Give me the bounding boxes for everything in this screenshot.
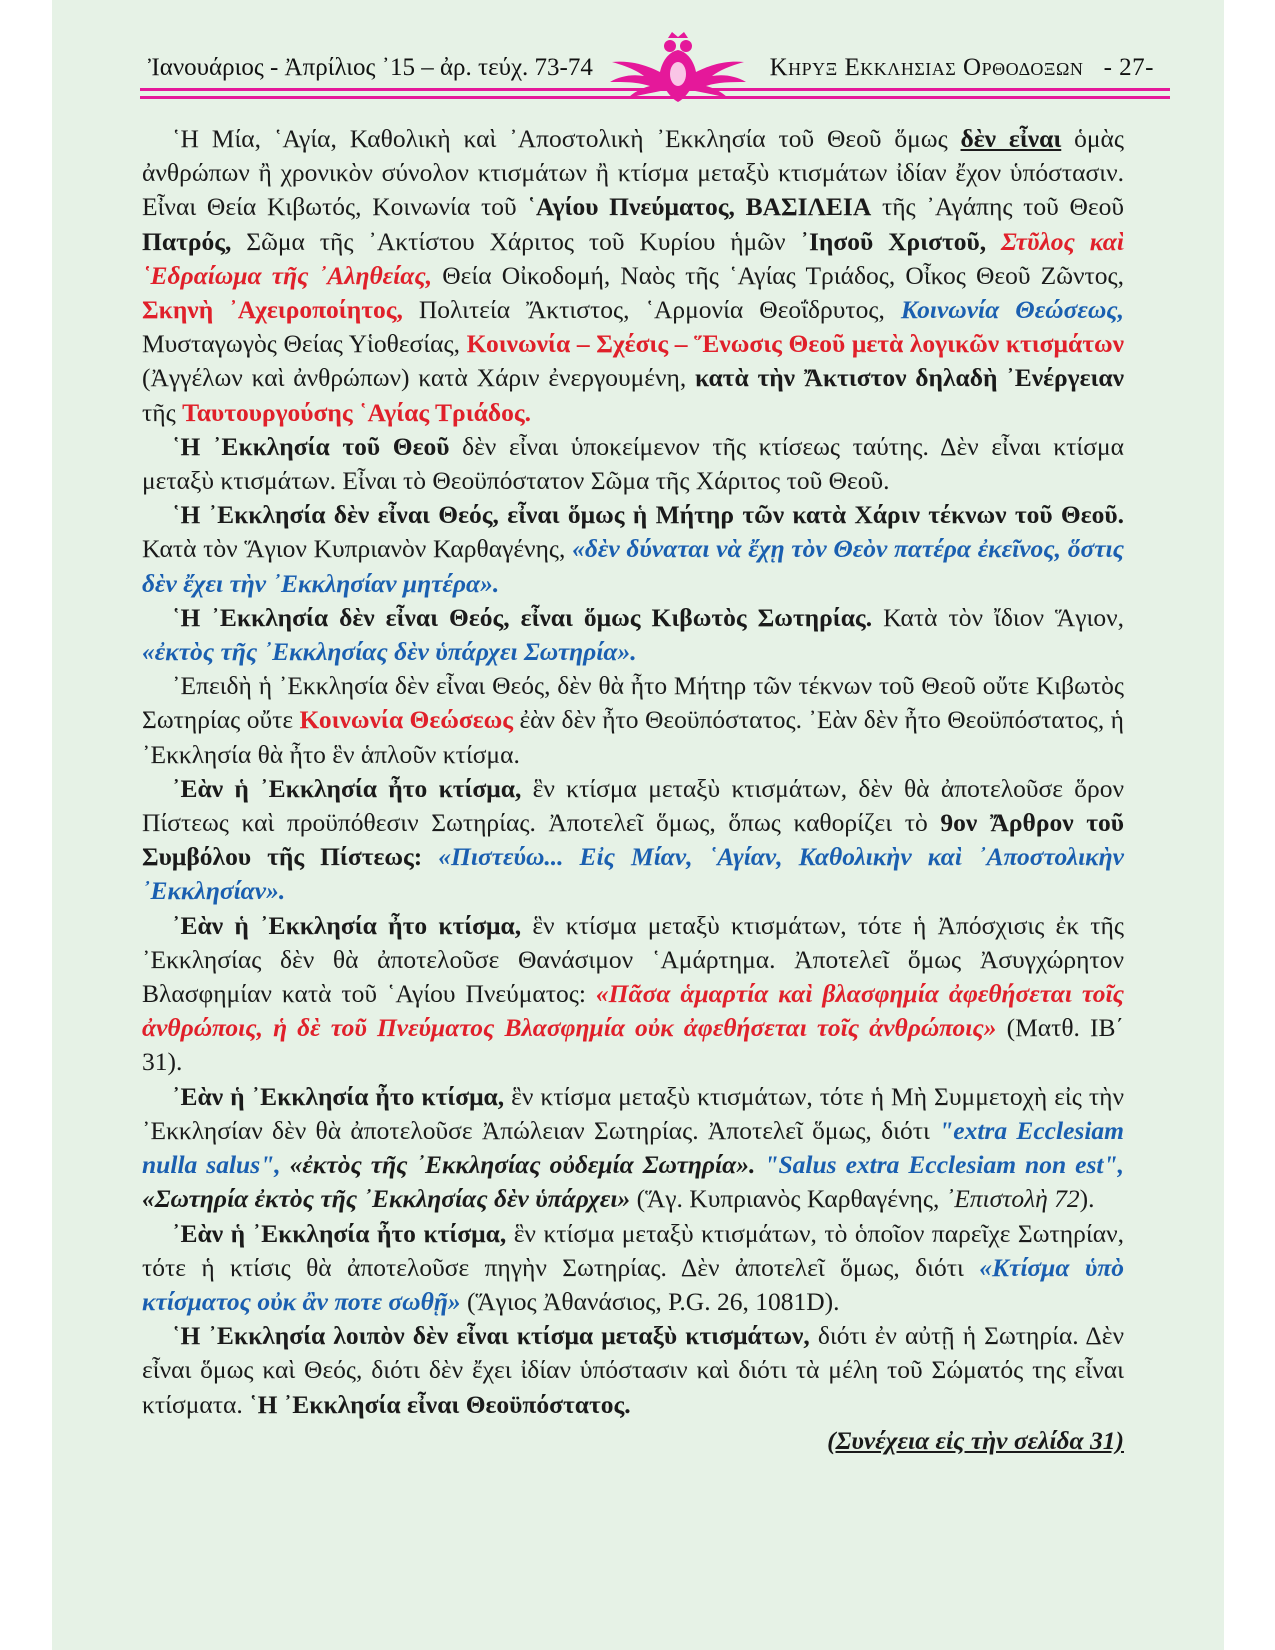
paragraph (142, 909, 1124, 1080)
text-run: Σκηνὴ ᾿Αχειροποίητος, (142, 295, 403, 325)
paragraph (142, 1319, 1124, 1422)
text-run: Κοινωνία – Σχέσις – Ἕνωσις Θεοῦ μετὰ λογικῶν κτισμάτων (466, 329, 1124, 359)
text-run: Κατὰ τὸν Ἅγιον Κυπριανὸν Καρθαγένης, (142, 534, 573, 564)
text-run: ἓν κτίσμα μεταξὺ κτισμάτων, δὲν θὰ ἀποτελοῦσε ὅρον Πίστεως καὶ προϋπόθεσιν Σωτηρίας. Ἀποτελεῖ ὅμως, ὅπως καθορίζει τὸ (142, 773, 1125, 838)
paragraph (142, 669, 1124, 772)
paragraph (142, 1080, 1124, 1217)
text-run: ῾Η ᾿Εκκλησία δὲν εἶναι Θεός, εἶναι ὅμως Κιβωτὸς Σωτηρίας. (172, 602, 873, 632)
article-body (142, 122, 1124, 1458)
text-run: «Πιστεύω... Εἰς Μίαν, ῾Αγίαν, Καθολικὴν καὶ ᾿Αποστολικὴν ᾿Εκκλησίαν». (142, 842, 1124, 906)
text-run: Κοινωνία Θεώσεως, (900, 295, 1124, 325)
text-run: ἓν κτίσμα μεταξὺ κτισμάτων, τότε ἡ Μὴ Συμμετοχὴ εἰς τὴν ᾿Εκκλησίαν δὲν θὰ ἀποτελοῦσε Ἀπώλειαν Σωτηρίας. Ἀποτελεῖ ὅμως, διότι (142, 1081, 1124, 1145)
text-run: Μυσταγωγὸς Θείας Υἱοθεσίας, (142, 329, 467, 359)
paragraph (142, 122, 1124, 430)
text-run: ῾Η ᾿Εκκλησία εἶναι Θεοϋπόστατος. (249, 1389, 631, 1419)
text-run: (Ἅγιος Ἀθανάσιος, P.G. 26, 1081D). (460, 1286, 840, 1316)
text-run: Πατρός, (142, 226, 232, 256)
text-run: (Ἅγ. Κυπριανὸς Καρθαγένης, (630, 1184, 946, 1214)
text-run: Κοινωνία Θεώσεως (299, 705, 514, 735)
text-run: ᾿Εὰν ἡ ᾿Εκκλησία ἦτο κτίσμα, (172, 773, 522, 803)
text-run: κατὰ τὴν Ἄκτιστον δηλαδὴ ᾿Ενέργειαν (695, 363, 1124, 393)
text-run: ᾿Ιησοῦ Χριστοῦ, (800, 226, 987, 256)
paragraph (142, 601, 1124, 669)
header-rule (140, 88, 1170, 91)
text-run: ᾿Επιστολὴ 72 (945, 1184, 1080, 1214)
text-run: Θεία Οἰκοδομή, Ναὸς τῆς ῾Αγίας Τριάδος, Οἶκος Θεοῦ Ζῶντος, (432, 260, 1124, 290)
page-number: - 27- (1103, 54, 1154, 81)
issue-info: Ἰανουάριος - Ἀπρίλιος ᾽15 – ἀρ. τεύχ. 73-74 (148, 54, 593, 81)
header-rule (140, 96, 1170, 99)
text-run: ἐὰν δὲν ἦτο Θεοϋπόστατος. ᾿Εὰν δὲν ἦτο Θεοϋπόστατος, ἡ ᾿Εκκλησία θὰ ἦτο ἓν ἁπλοῦν κτίσμα. (142, 705, 1124, 769)
magazine-title: Κηρυξ Εκκλησιας Ορθοδοξων (769, 54, 1084, 81)
text-run: «ἐκτὸς τῆς ᾿Εκκλησίας οὐδεμία Σωτηρία». (280, 1150, 756, 1180)
paragraph (142, 430, 1124, 498)
text-run: ἓν κτίσμα μεταξὺ κτισμάτων, τὸ ὁποῖον παρεῖχε Σωτηρίαν, τότε ἡ κτίσις θὰ ἀποτελοῦσε πηγὴν Σωτηρίας. Δὲν ἀποτελεῖ ὅμως, διότι (142, 1218, 1124, 1282)
paragraph (142, 1217, 1124, 1320)
text-run: Ταυτουργούσης ῾Αγίας Τριάδος. (182, 397, 531, 427)
text-run: (Ματθ. ΙΒ΄ 31). (142, 1013, 1124, 1077)
text-run: ῾Αγίου Πνεύματος, ΒΑΣΙΛΕΙΑ (527, 192, 872, 222)
text-run: διότι ἐν αὐτῇ ἡ Σωτηρία. Δὲν εἶναι ὅμως καὶ Θεός, διότι δὲν ἔχει ἰδίαν ὑπόστασιν καὶ διότι τὰ μέλη τοῦ Σώματός της εἶναι κτίσματα. (142, 1321, 1124, 1419)
text-run: ῾Η ᾿Εκκλησία δὲν εἶναι Θεός, εἶναι ὅμως ἡ Μήτηρ τῶν κατὰ Χάριν τέκνων τοῦ Θεοῦ. (172, 500, 1124, 530)
paragraph (142, 498, 1124, 601)
text-run: ῾Η Μία, ῾Αγία, Καθολικὴ καὶ ᾿Αποστολικὴ ᾿Εκκλησία τοῦ Θεοῦ ὅμως (172, 124, 961, 153)
text-run: 9ον Ἄρθρον τοῦ Συμβόλου τῆς Πίστεως: (142, 808, 1124, 872)
text-run: τῆς (142, 397, 183, 427)
text-run: ὁμὰς ἀνθρώπων ἢ χρονικὸν σύνολον κτισμάτων ἢ κτίσμα μεταξὺ κτισμάτων ἰδίαν ἔχον ὑπόστασιν. Εἶναι Θεία Κιβωτός, Κοινωνία τοῦ (142, 124, 1124, 222)
text-run: Στῦλος καὶ ῾Εδραίωμα τῆς ᾿Αληθείας, (142, 226, 1124, 290)
text-run: ᾿Εὰν ἡ ᾿Εκκλησία ἦτο κτίσμα, (172, 910, 522, 940)
text-run: "Salus extra Ecclesiam non est", (755, 1150, 1124, 1180)
text-run: «Κτίσμα ὑπὸ κτίσματος οὐκ ἂν ποτε σωθῇ» (142, 1252, 1124, 1316)
continued-on-page-31: (Συνέχεια εἰς τὴν σελίδα 31) (827, 1425, 1124, 1455)
page-header (140, 42, 1170, 112)
double-headed-eagle-icon (608, 32, 748, 104)
publication-title (770, 54, 1154, 82)
text-run: Πολιτεία Ἄκτιστος, ῾Αρμονία Θεοΐδρυτος, (402, 295, 901, 325)
text-run: ῾Η ᾿Εκκλησία λοιπὸν δὲν εἶναι κτίσμα μεταξὺ κτισμάτων, (172, 1321, 810, 1351)
text-run: Σῶμα τῆς ᾿Ακτίστου Χάριτος τοῦ Κυρίου ἡμῶν (231, 226, 801, 256)
text-run: «ἐκτὸς τῆς ᾿Εκκλησίας δὲν ὑπάρχει Σωτηρία». (142, 637, 637, 667)
text-run: «Πᾶσα ἁμαρτία καὶ βλασφημία ἀφεθήσεται τοῖς ἀνθρώποις, ἡ δὲ τοῦ Πνεύματος Βλασφημία οὐκ ἀφεθήσεται τοῖς ἀνθρώποις» (142, 979, 1124, 1043)
text-run: ᾿Εὰν ἡ ᾿Εκκλησία ἦτο κτίσμα, (172, 1218, 507, 1248)
text-run: τῆς ᾿Αγάπης τοῦ Θεοῦ (871, 192, 1124, 222)
text-run: Κατὰ τὸν ἴδιον Ἅγιον, (872, 602, 1124, 632)
text-run: ῾Η ᾿Εκκλησία τοῦ Θεοῦ (172, 431, 450, 461)
text-run: ᾿Εὰν ἡ ᾿Εκκλησία ἦτο κτίσμα, (172, 1081, 505, 1111)
text-run: «Σωτηρία ἐκτὸς τῆς ᾿Εκκλησίας δὲν ὑπάρχει» (142, 1184, 631, 1214)
text-run: ). (1079, 1184, 1095, 1214)
text-run: "extra Ecclesiam nulla salus", (142, 1115, 1124, 1180)
text-run: «δὲν δύναται νὰ ἔχῃ τὸν Θεὸν πατέρα ἐκεῖνος, ὅστις δὲν ἔχει τὴν ᾿Εκκλησίαν μητέρα». (142, 534, 1124, 598)
text-run: δὲν εἶναι ὑποκείμενον τῆς κτίσεως ταύτης. Δὲν εἶναι κτίσμα μεταξὺ κτισμάτων. Εἶναι τὸ Θεοϋπόστατον Σῶμα τῆς Χάριτος τοῦ Θεοῦ. (142, 431, 1124, 496)
text-run: ᾿Επειδὴ ἡ ᾿Εκκλησία δὲν εἶναι Θεός, δὲν θὰ ἦτο Μήτηρ τῶν τέκνων τοῦ Θεοῦ οὔτε Κιβωτὸς Σωτηρίας οὔτε (142, 671, 1124, 735)
text-run: δὲν εἶναι (960, 124, 1062, 153)
text-run: ἓν κτίσμα μεταξὺ κτισμάτων, τότε ἡ Ἀπόσχισις ἐκ τῆς ᾿Εκκλησίας δὲν θὰ ἀποτελοῦσε Θανάσιμον ῾Αμάρτημα. Ἀποτελεῖ ὅμως Ἀσυγχώρητον Βλασφημίαν κατὰ τοῦ ῾Αγίου Πνεύματος: (142, 910, 1124, 1009)
paragraph (142, 772, 1124, 909)
text-run: (Ἀγγέλων καὶ ἀνθρώπων) κατὰ Χάριν ἐνεργουμένη, (142, 363, 696, 393)
